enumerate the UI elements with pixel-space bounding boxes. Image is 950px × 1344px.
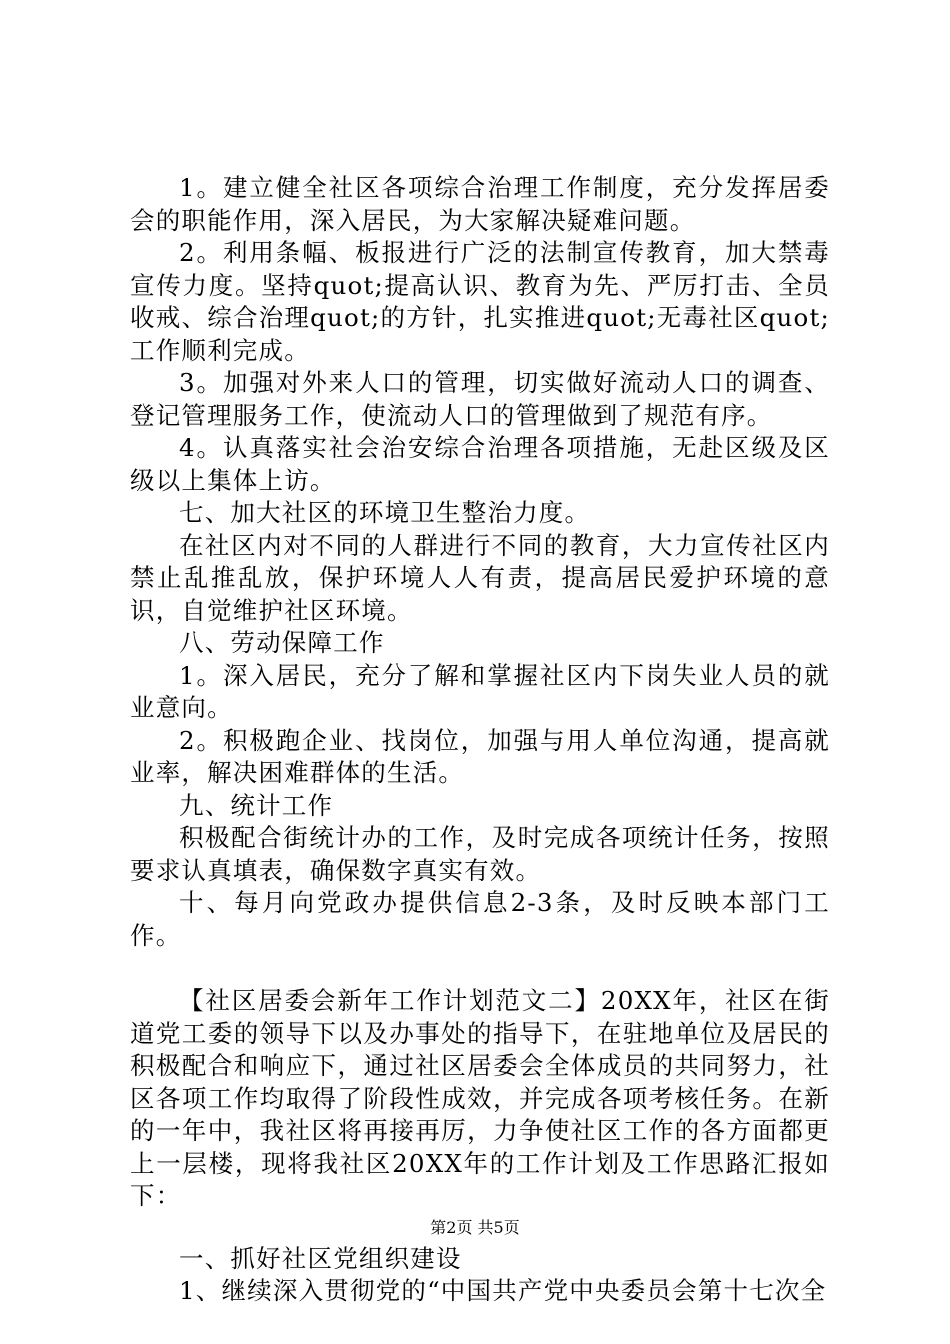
- paragraph-2: 2。利用条幅、板报进行广泛的法制宣传教育，加大禁毒宣传力度。坚持quot;提高认识、教育为先、严厉打击、全员收戒、综合治理quot;的方针，扎实推进quot;无毒社区quot;工作顺利完成。: [130, 238, 830, 365]
- section-heading-9: 九、统计工作: [179, 790, 334, 820]
- paragraph-1: 1。建立健全社区各项综合治理工作制度，充分发挥居委会的职能作用，深入居民，为大家解决疑难问题。: [130, 173, 830, 235]
- paragraph-9: 1、继续深入贯彻党的“中国共产党中央委员会第十七次全: [179, 1276, 827, 1305]
- paragraph-4: 4。认真落实社会治安综合治理各项措施，无赴区级及区级以上集体上访。: [130, 433, 830, 495]
- paragraph-sample-two: 【社区居委会新年工作计划范文二】20XX年，社区在街道党工委的领导下以及办事处的指导下，在驻地单位及居民的积极配合和响应下，通过社区居委会全体成员的共同努力，社区各项工作均取得了阶段性成效，并完成各项考核任务。在新的一年中，我社区将再接再厉，力争使社区工作的各方面都更上一层楼，现将我社区20XX年的工作计划及工作思路汇报如下：: [130, 986, 830, 1210]
- paragraph-3: 3。加强对外来人口的管理，切实做好流动人口的调查、登记管理服务工作，使流动人口的管理做到了规范有序。: [130, 368, 830, 430]
- paragraph-7: 2。积极跑企业、找岗位，加强与用人单位沟通，提高就业率，解决困难群体的生活。: [130, 725, 830, 787]
- paragraph-8: 积极配合街统计办的工作，及时完成各项统计任务，按照要求认真填表，确保数字真实有效。: [130, 823, 830, 885]
- paragraph-5: 在社区内对不同的人群进行不同的教育，大力宣传社区内禁止乱推乱放，保护环境人人有责，提高居民爱护环境的意识，自觉维护社区环境。: [130, 530, 830, 625]
- page-number-label: 第2页 共5页: [430, 1218, 520, 1237]
- section-heading-8: 八、劳动保障工作: [179, 628, 385, 657]
- document-body: [130, 172, 830, 1308]
- paragraph-6: 1。深入居民，充分了解和掌握社区内下岗失业人员的就业意向。: [130, 660, 830, 722]
- section-heading-1: 一、抓好社区党组织建设: [179, 1243, 462, 1273]
- page-footer: [0, 1218, 950, 1238]
- section-heading-7: 七、加大社区的环境卫生整治力度。: [179, 498, 591, 527]
- section-heading-10: 十、每月向党政办提供信息2-3条，及时反映本部门工作。: [130, 888, 830, 950]
